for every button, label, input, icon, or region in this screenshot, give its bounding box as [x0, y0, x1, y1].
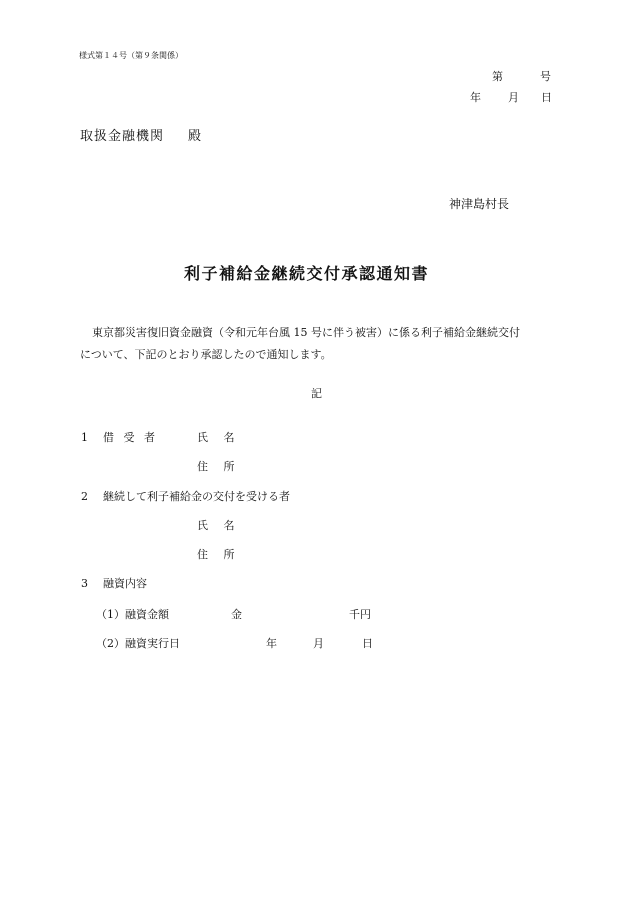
ki-heading: 記: [311, 387, 322, 400]
date-day-label: 日: [541, 91, 552, 104]
section-1-label: 借 受 者: [103, 431, 158, 444]
document-title: 利子補給金継続交付承認通知書: [184, 264, 430, 283]
issuer-name: 神津島村長: [449, 197, 510, 211]
doc-number-go: 号: [540, 70, 551, 83]
doc-number-dai: 第: [492, 70, 503, 83]
body-text-line-2: について、下記のとおり承認したので通知します。: [80, 348, 332, 361]
body-text-line-1: 東京都災害復旧資金融資（令和元年台風 15 号に伴う被害）に係る利子補給金継続交付: [92, 326, 520, 339]
section-1-name-label: 氏 名: [197, 431, 241, 444]
section-2-name-label: 氏 名: [197, 519, 241, 532]
section-3-label: 融資内容: [103, 577, 147, 590]
section-1-address-label: 住 所: [197, 460, 241, 473]
form-number: 様式第１４号（第９条関係）: [79, 51, 183, 60]
loan-date-month-label: 月: [313, 637, 324, 650]
section-3-number: 3: [81, 577, 88, 590]
loan-date-year-label: 年: [266, 637, 277, 650]
addressee-organization: 取扱金融機関: [80, 129, 165, 144]
addressee-honorific: 殿: [188, 129, 202, 144]
section-1-number: 1: [81, 431, 88, 444]
loan-amount-kin: 金: [231, 608, 242, 621]
loan-date-label: （2）融資実行日: [96, 637, 180, 650]
date-month-label: 月: [508, 91, 519, 104]
loan-date-day-label: 日: [362, 637, 373, 650]
section-2-number: 2: [81, 490, 88, 503]
section-2-address-label: 住 所: [197, 548, 241, 561]
date-year-label: 年: [470, 91, 481, 104]
loan-amount-label: （1）融資金額: [96, 608, 169, 621]
section-2-label: 継続して利子補給金の交付を受ける者: [103, 490, 290, 503]
loan-amount-unit: 千円: [349, 608, 371, 621]
